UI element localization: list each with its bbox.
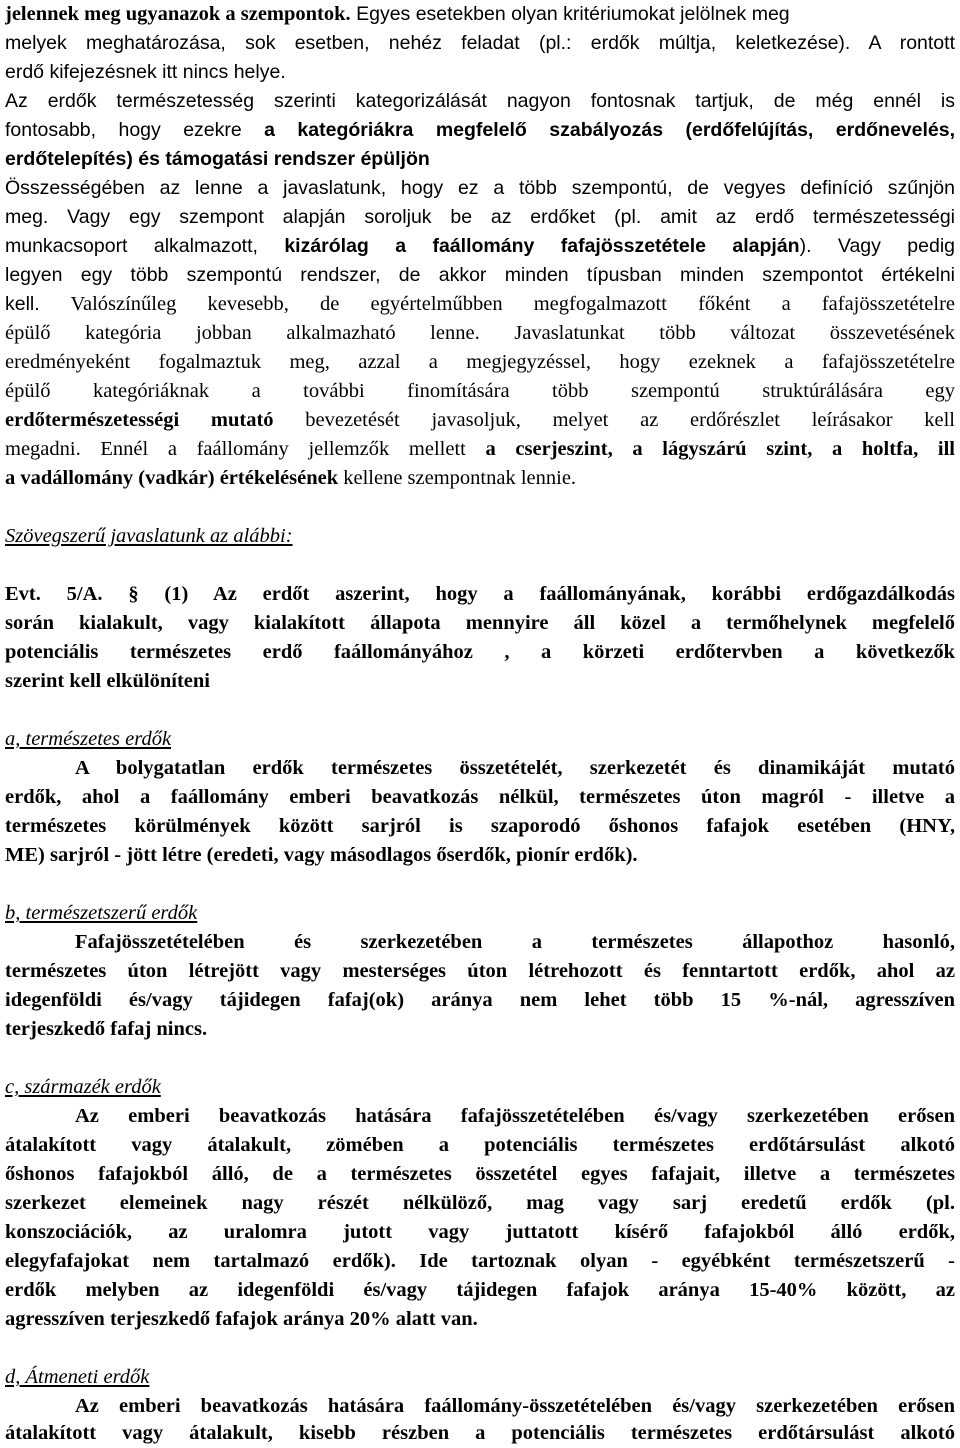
text-run: kellene szempontnak lennie.	[338, 467, 577, 489]
text-run: Egyes esetekben olyan kritériumokat jelölnek meg	[350, 3, 790, 25]
text-line: természetes körülmények között sarjról is szaporodó őshonos fafajok esetében (HNY,	[5, 815, 955, 837]
text-run: ). Vagy pedig	[799, 235, 955, 257]
text-line: szerint kell elkülöníteni	[5, 670, 210, 692]
text-line	[5, 435, 955, 464]
text-line: melyek meghatározása, sok esetben, nehéz feladat (pl.: erdők múltja, keletkezése). A rontott	[5, 32, 955, 54]
text-line: Összességében az lenne a javaslatunk, hogy ez a több szempontú, de vegyes definíció szűnjön	[5, 177, 955, 199]
text-line: Fafajösszetételében és szerkezetében a természetes állapothoz hasonló,	[75, 931, 955, 953]
text-line: erdők melyben az idegenföldi és/vagy tájidegen fafajok aránya 15-40% között, az	[5, 1279, 955, 1301]
text-line: átalakított vagy átalakult, zömében a potenciális természetes erdőtársulást alkotó	[5, 1134, 955, 1156]
text-line	[5, 232, 955, 261]
text-line: elegyfafajokat nem tartalmazó erdők). Ide tartoznak olyan - egyébként természetszerű -	[5, 1250, 955, 1272]
text-line: erdők, ahol a faállomány emberi beavatkozás nélkül, természetes úton magról - illetve a	[5, 786, 955, 808]
text-line	[5, 290, 955, 319]
subsection-title-c: c, származék erdők	[5, 1076, 161, 1098]
text-run: bevezetését javasoljuk, melyet az erdőrészlet leírásakor kell	[273, 409, 955, 431]
text-run: Ennél a faállomány jellemzők mellett	[80, 438, 486, 460]
text-line: őshonos fafajokból álló, de a természetes összetétel egyes fafajait, illetve a természetes	[5, 1163, 955, 1185]
subsection-title-a: a, természetes erdők	[5, 728, 172, 750]
text-line: erdő kifejezésnek itt nincs helye.	[5, 61, 286, 83]
text-line: idegenföldi és/vagy tájidegen fafaj(ok) aránya nem lehet több 15 %-nál, agresszíven	[5, 989, 955, 1011]
subsection-title-d: d, Átmeneti erdők	[5, 1366, 150, 1388]
text-line: átalakított vagy átalakult, kisebb részben a potenciális természetes erdőtársulást alkotó	[5, 1422, 955, 1444]
text-line: agresszíven terjeszkedő fafajok aránya 20% alatt van.	[5, 1308, 478, 1330]
text-run: megadni.	[5, 438, 81, 460]
text-run: épülő kategória jobban alkalmazható lenne.	[5, 322, 480, 344]
text-line	[5, 406, 955, 435]
text-line	[5, 319, 955, 348]
text-line: eredményeként fogalmaztuk meg, azzal a megjegyzéssel, hogy ezeknek a fafajösszetételre	[5, 351, 955, 373]
text-line: potenciális természetes erdő faállományához , a körzeti erdőtervben a következők	[5, 641, 955, 663]
text-run: munkacsoport alkalmazott,	[5, 235, 285, 257]
text-line: Az emberi beavatkozás hatására faállomány-összetételében és/vagy szerkezetében erősen	[75, 1395, 955, 1417]
text-run: Javaslatunkat több változat összevetésének	[479, 322, 955, 344]
text-line	[5, 464, 955, 493]
text-line: természetes úton létrejött vagy mesterséges úton létrehozott és fenntartott erdők, ahol az	[5, 960, 955, 982]
text-line: erdőtelepítés) és támogatási rendszer épüljön	[5, 148, 430, 170]
text-run: a kategóriákra megfelelő szabályozás (erdőfelújítás, erdőnevelés,	[264, 119, 955, 141]
text-line: során kialakult, vagy kialakított állapota mennyire áll közel a termőhelynek megfelelő	[5, 612, 955, 634]
text-line: A bolygatatlan erdők természetes összetételét, szerkezetét és dinamikáját mutató	[75, 757, 955, 779]
text-line: Evt. 5/A. § (1) Az erdőt aszerint, hogy a faállományának, korábbi erdőgazdálkodás	[5, 583, 955, 605]
text-run: kell.	[5, 293, 40, 315]
text-line: legyen egy több szempontú rendszer, de akkor minden típusban minden szempontot értékelni	[5, 264, 955, 286]
section-heading: Szövegszerű javaslatunk az alábbi:	[5, 525, 293, 547]
text-line: meg. Vagy egy szempont alapján soroljuk be az erdőket (pl. amit az erdő természetességi	[5, 206, 955, 228]
text-line: szerkezet elemeinek nagy részét nélkülöző, mag vagy sarj eredetű erdők (pl.	[5, 1192, 955, 1214]
text-line	[5, 116, 955, 145]
text-run: a cserjeszint, a lágyszárú szint, a holtfa, ill	[485, 438, 955, 460]
text-line	[5, 0, 955, 29]
subsection-title-b: b, természetszerű erdők	[5, 902, 198, 924]
text-line: épülő kategóriáknak a további finomítására több szempontú struktúrálására egy	[5, 380, 955, 402]
text-run: fontosabb, hogy ezekre	[5, 119, 265, 141]
text-run: kizárólag a faállomány fafajösszetétele alapján	[284, 235, 800, 257]
text-run: Valószínűleg kevesebb, de egyértelműbben megfogalmazott főként a fafajösszetételre	[39, 293, 955, 315]
text-line: konszociációk, az uralomra jutott vagy juttatott kísérő fafajokból álló erdők,	[5, 1221, 955, 1243]
text-line: ME) sarjról - jött létre (eredeti, vagy másodlagos őserdők, pionír erdők).	[5, 844, 638, 866]
text-line: Az emberi beavatkozás hatására fafajösszetételében és/vagy szerkezetében erősen	[75, 1105, 955, 1127]
text-run: jelennek meg ugyanazok a szempontok.	[5, 3, 351, 25]
text-run: a vadállomány (vadkár) értékelésének	[5, 467, 339, 489]
text-line: terjeszkedő fafaj nincs.	[5, 1018, 208, 1040]
text-line: Az erdők természetesség szerinti kategorizálását nagyon fontosnak tartjuk, de még ennél is	[5, 90, 955, 112]
text-run: erdőtermészetességi mutató	[5, 409, 274, 431]
